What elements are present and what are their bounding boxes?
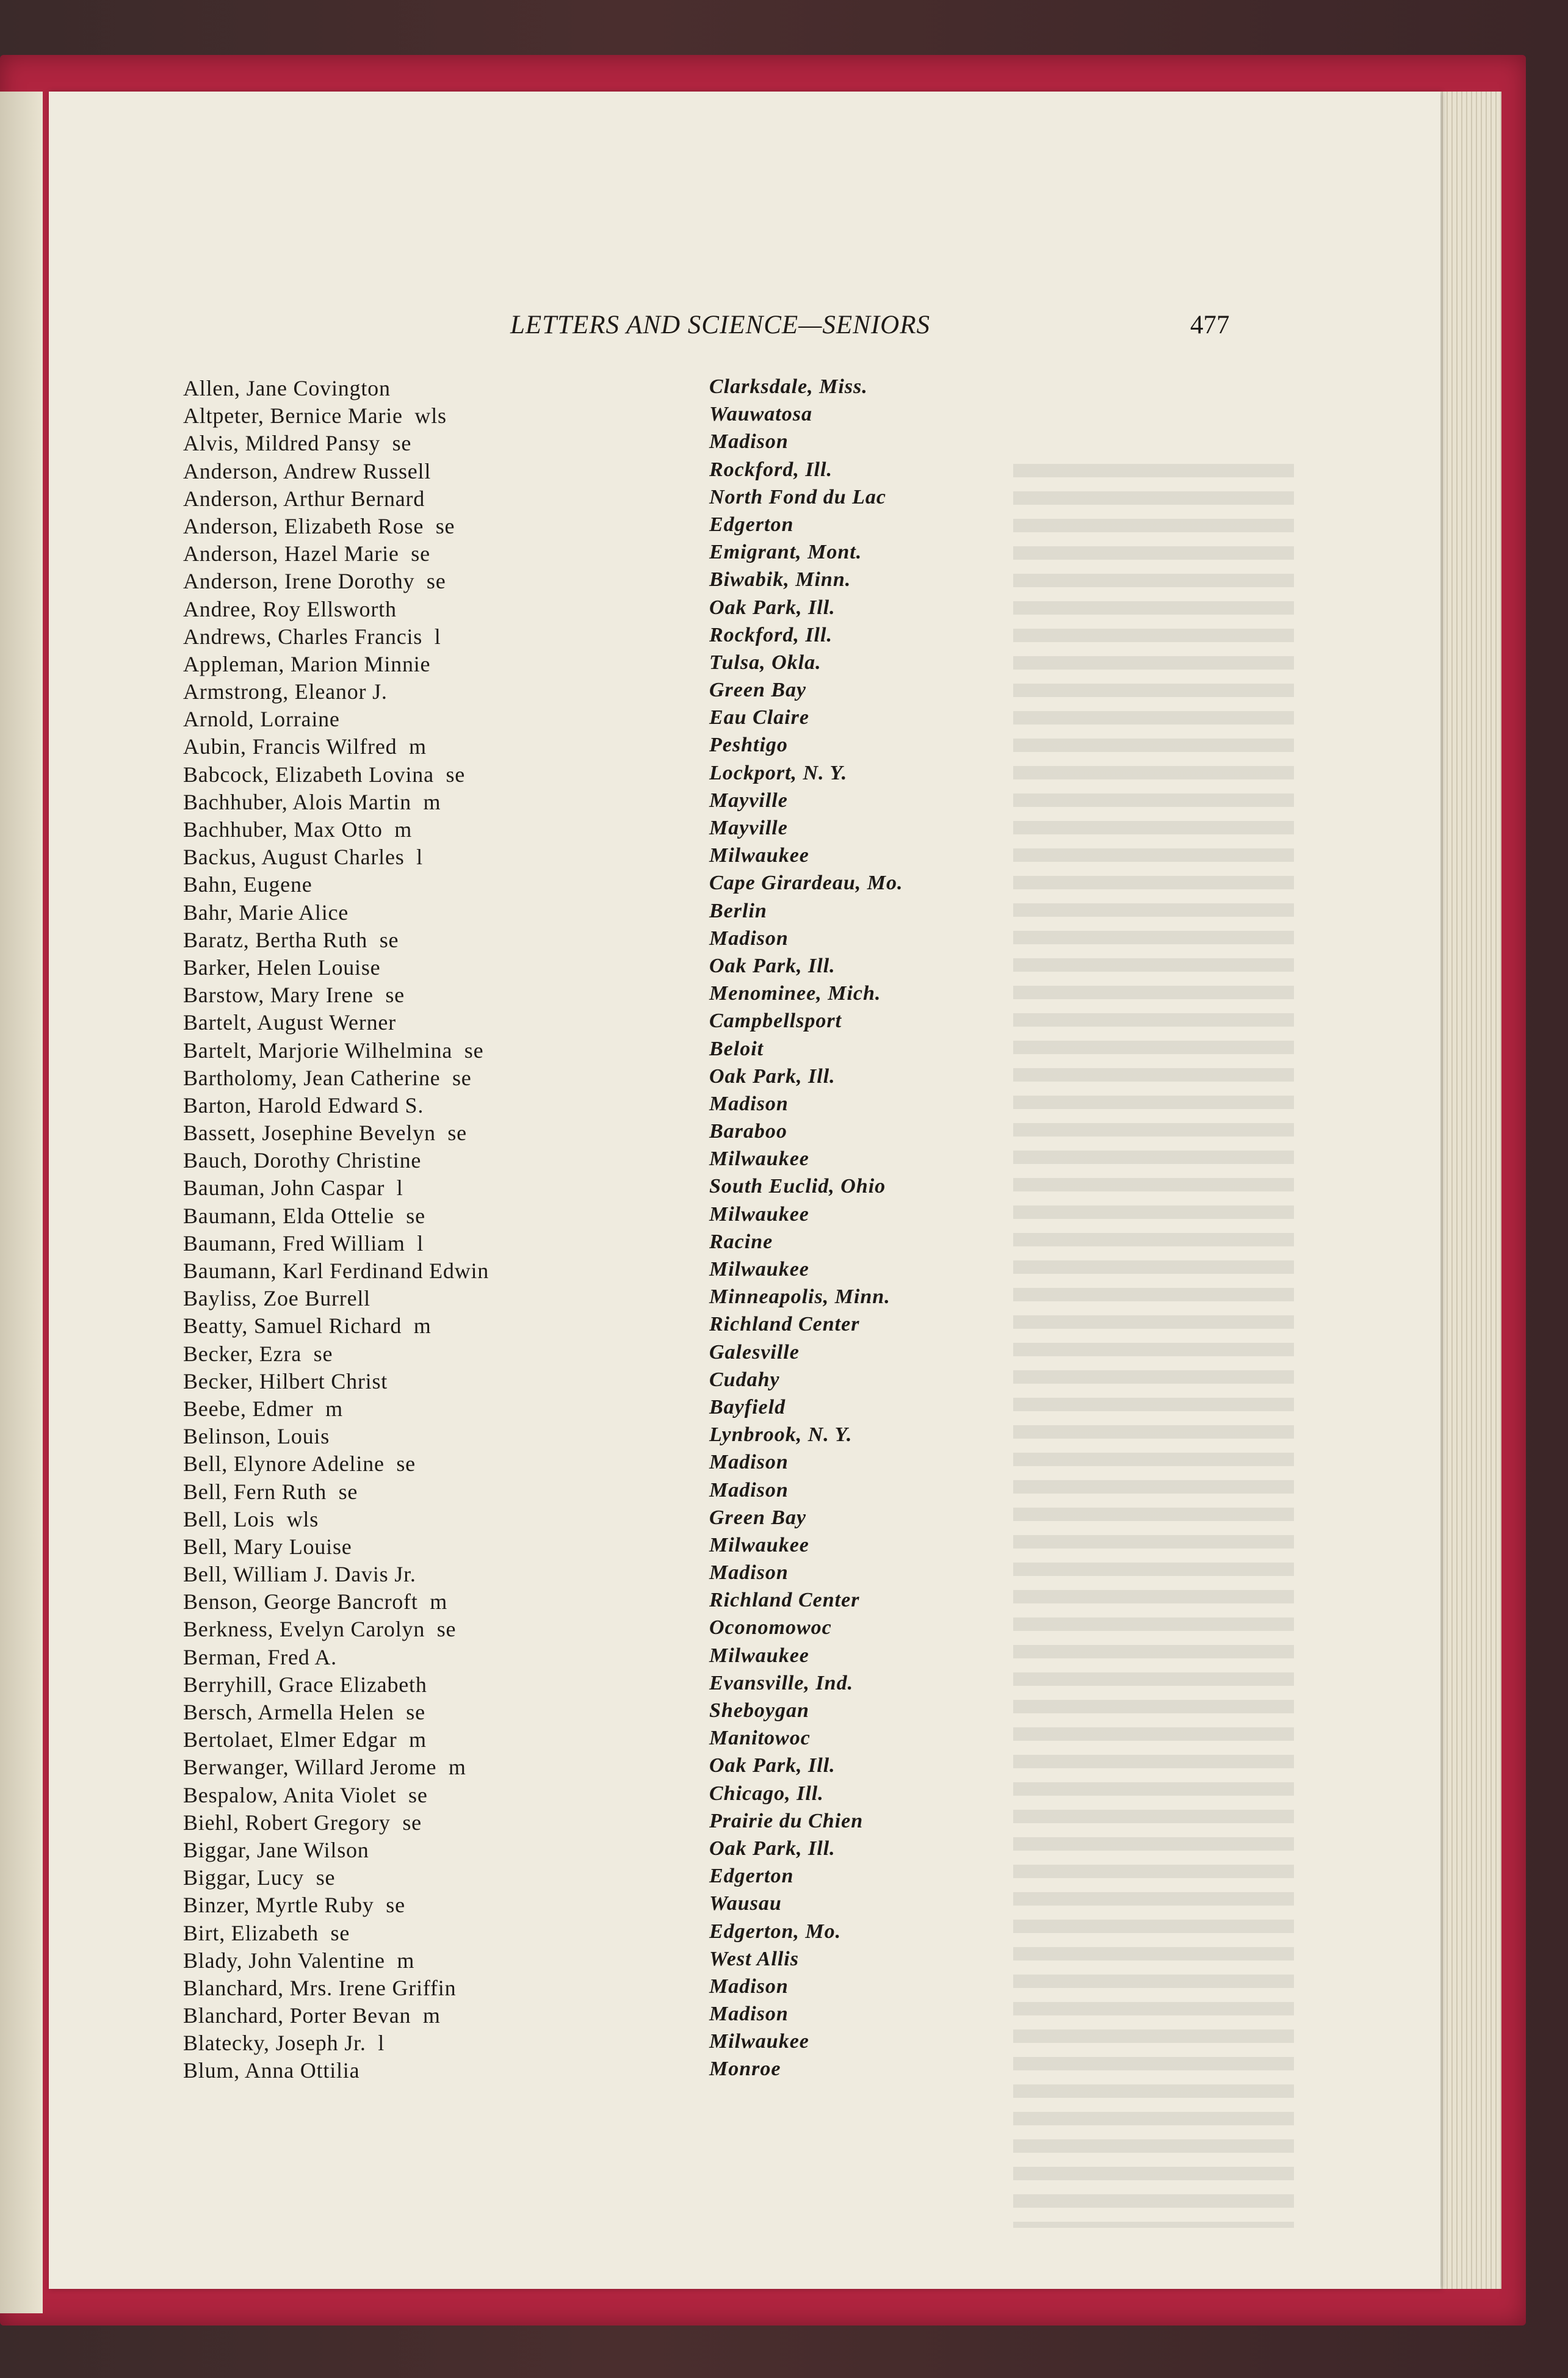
list-item	[183, 1810, 1038, 1837]
hometown: Minneapolis, Minn.	[709, 1285, 891, 1309]
hometown: Monroe	[709, 2058, 781, 2081]
hometown: Madison	[709, 1561, 789, 1585]
list-item	[183, 1285, 1038, 1313]
student-name: Anderson, Arthur Bernard	[183, 486, 425, 511]
student-name: Barstow, Mary Irene se	[183, 983, 405, 1008]
hometown: Oak Park, Ill.	[709, 1754, 836, 1777]
student-name: Barker, Helen Louise	[183, 955, 381, 980]
hometown: Milwaukee	[709, 1147, 809, 1171]
student-name: Blanchard, Porter Bevan m	[183, 2003, 441, 2028]
student-name: Altpeter, Bernice Marie wls	[183, 403, 447, 428]
list-item	[183, 430, 1038, 458]
list-item	[183, 1065, 1038, 1093]
hometown: Richland Center	[709, 1313, 860, 1336]
hometown: Green Bay	[709, 1506, 807, 1529]
student-name: Alvis, Mildred Pansy se	[183, 431, 412, 456]
hometown: Madison	[709, 1478, 789, 1502]
hometown: Galesville	[709, 1340, 800, 1364]
hometown: South Euclid, Ohio	[709, 1175, 886, 1198]
list-item	[183, 679, 1038, 706]
list-item	[183, 1010, 1038, 1037]
list-item	[183, 1920, 1038, 1948]
hometown: Milwaukee	[709, 1258, 809, 1281]
student-name: Anderson, Andrew Russell	[183, 458, 432, 483]
student-name: Bersch, Armella Helen se	[183, 1700, 425, 1724]
student-name: Biggar, Lucy se	[183, 1865, 336, 1890]
student-name: Bell, William J. Davis Jr.	[183, 1562, 416, 1587]
student-name: Arnold, Lorraine	[183, 707, 340, 732]
list-item	[183, 734, 1038, 761]
hometown: Cudahy	[709, 1368, 780, 1391]
student-name: Bell, Elynore Adeline se	[183, 1451, 416, 1476]
list-item	[183, 1865, 1038, 1892]
student-name: Baumann, Karl Ferdinand Edwin	[183, 1259, 490, 1283]
hometown: Oak Park, Ill.	[709, 954, 836, 977]
hometown: Rockford, Ill.	[709, 458, 833, 481]
student-name: Baumann, Elda Ottelie se	[183, 1203, 425, 1228]
hometown: Oak Park, Ill.	[709, 596, 836, 619]
student-name: Anderson, Hazel Marie se	[183, 541, 430, 566]
list-item	[183, 1506, 1038, 1534]
list-item	[183, 844, 1038, 872]
hometown: Baraboo	[709, 1120, 787, 1143]
list-item	[183, 789, 1038, 817]
list-item	[183, 1644, 1038, 1672]
list-item	[183, 1699, 1038, 1727]
hometown: Edgerton, Mo.	[709, 1920, 842, 1943]
student-name: Blum, Anna Ottilia	[183, 2058, 360, 2083]
list-item	[183, 1479, 1038, 1506]
list-item	[183, 1231, 1038, 1258]
student-name: Bartelt, Marjorie Wilhelmina se	[183, 1038, 484, 1063]
list-item	[183, 2003, 1038, 2030]
list-item	[183, 1837, 1038, 1865]
list-item	[183, 927, 1038, 955]
list-item	[183, 1754, 1038, 1782]
list-item	[183, 1147, 1038, 1175]
student-name: Biehl, Robert Gregory se	[183, 1810, 422, 1835]
hometown: Evansville, Ind.	[709, 1671, 854, 1694]
hometown: Clarksdale, Miss.	[709, 375, 868, 398]
student-name: Bell, Mary Louise	[183, 1534, 352, 1559]
hometown: Menominee, Mich.	[709, 982, 881, 1005]
hometown: Madison	[709, 2003, 789, 2026]
list-item	[183, 568, 1038, 596]
student-name: Bayliss, Zoe Burrell	[183, 1286, 370, 1311]
student-name: Andrews, Charles Francis l	[183, 624, 441, 649]
hometown: Wauwatosa	[709, 403, 812, 426]
list-item	[183, 1892, 1038, 1920]
list-item	[183, 651, 1038, 679]
student-name: Bell, Fern Ruth se	[183, 1479, 358, 1504]
hometown: Rockford, Ill.	[709, 623, 833, 646]
hometown: Emigrant, Mont.	[709, 541, 862, 564]
hometown: Edgerton	[709, 513, 794, 536]
student-name: Allen, Jane Covington	[183, 376, 391, 400]
student-name: Berwanger, Willard Jerome m	[183, 1755, 466, 1780]
student-name: Bertolaet, Elmer Edgar m	[183, 1727, 427, 1752]
hometown: Lockport, N. Y.	[709, 761, 848, 784]
student-name: Blatecky, Joseph Jr. l	[183, 2031, 385, 2056]
student-name: Appleman, Marion Minnie	[183, 651, 431, 676]
list-item	[183, 1120, 1038, 1147]
list-item	[183, 624, 1038, 651]
list-item	[183, 458, 1038, 486]
student-name: Baratz, Bertha Ruth se	[183, 927, 399, 952]
list-item	[183, 706, 1038, 734]
hometown: Sheboygan	[709, 1699, 809, 1722]
student-name: Bauch, Dorothy Christine	[183, 1148, 422, 1173]
list-item	[183, 1175, 1038, 1202]
list-item	[183, 982, 1038, 1010]
student-name: Baumann, Fred William l	[183, 1231, 424, 1256]
student-name: Bahn, Eugene	[183, 872, 313, 897]
show-through-text	[1013, 464, 1294, 2228]
student-name: Backus, August Charles l	[183, 845, 423, 870]
student-name: Beatty, Samuel Richard m	[183, 1314, 432, 1339]
hometown: Madison	[709, 1092, 789, 1115]
student-name: Binzer, Myrtle Ruby se	[183, 1893, 405, 1918]
list-item	[183, 513, 1038, 541]
list-item	[183, 375, 1038, 403]
list-item	[183, 403, 1038, 430]
list-item	[183, 1368, 1038, 1396]
hometown: Campbellsport	[709, 1010, 842, 1033]
list-item	[183, 1423, 1038, 1451]
hometown: Oak Park, Ill.	[709, 1837, 836, 1860]
list-item	[183, 762, 1038, 789]
list-item	[183, 1093, 1038, 1120]
hometown: Madison	[709, 1975, 789, 1998]
hometown: Milwaukee	[709, 844, 809, 867]
hometown: Edgerton	[709, 1865, 794, 1888]
hometown: Madison	[709, 430, 789, 454]
student-name: Anderson, Elizabeth Rose se	[183, 513, 455, 538]
hometown: Bayfield	[709, 1395, 786, 1418]
hometown: Manitowoc	[709, 1727, 811, 1750]
hometown: Oconomowoc	[709, 1616, 832, 1639]
hometown: Cape Girardeau, Mo.	[709, 872, 903, 895]
running-head: LETTERS AND SCIENCE—SENIORS	[510, 311, 930, 339]
student-name: Blady, John Valentine m	[183, 1948, 415, 1973]
hometown: Milwaukee	[709, 2030, 809, 2053]
list-item	[183, 1561, 1038, 1589]
hometown: Beloit	[709, 1037, 764, 1060]
student-name: Bauman, John Caspar l	[183, 1176, 403, 1201]
student-name: Becker, Ezra se	[183, 1341, 333, 1366]
student-name: Bassett, Josephine Bevelyn se	[183, 1121, 467, 1146]
student-name: Armstrong, Eleanor J.	[183, 679, 388, 704]
student-list	[183, 375, 1038, 2086]
hometown: Madison	[709, 927, 789, 950]
student-name: Berkness, Evelyn Carolyn se	[183, 1617, 457, 1642]
student-name: Bell, Lois wls	[183, 1506, 319, 1531]
hometown: Chicago, Ill.	[709, 1782, 824, 1805]
student-name: Benson, George Bancroft m	[183, 1589, 448, 1614]
list-item	[183, 1451, 1038, 1478]
list-item	[183, 486, 1038, 513]
student-name: Beebe, Edmer m	[183, 1396, 343, 1421]
hometown: Milwaukee	[709, 1644, 809, 1667]
student-name: Anderson, Irene Dorothy se	[183, 569, 446, 594]
hometown: Green Bay	[709, 679, 807, 702]
student-name: Barton, Harold Edward S.	[183, 1093, 424, 1118]
hometown: Milwaukee	[709, 1202, 809, 1226]
list-item	[183, 1975, 1038, 2003]
hometown: Mayville	[709, 789, 788, 812]
list-item	[183, 1313, 1038, 1340]
facing-page-edge	[0, 92, 43, 2313]
hometown: Lynbrook, N. Y.	[709, 1423, 853, 1447]
student-name: Bachhuber, Max Otto m	[183, 817, 413, 842]
list-item	[183, 1672, 1038, 1699]
hometown: West Allis	[709, 1947, 799, 1970]
student-name: Bespalow, Anita Violet se	[183, 1782, 428, 1807]
student-name: Bartholomy, Jean Catherine se	[183, 1065, 472, 1090]
list-item	[183, 596, 1038, 624]
list-item	[183, 1341, 1038, 1368]
list-item	[183, 1396, 1038, 1423]
list-item	[183, 817, 1038, 844]
hometown: Eau Claire	[709, 706, 809, 729]
list-item	[183, 872, 1038, 899]
list-item	[183, 1727, 1038, 1754]
list-item	[183, 1534, 1038, 1561]
page-number: 477	[1190, 311, 1230, 339]
list-item	[183, 541, 1038, 568]
list-item	[183, 1589, 1038, 1616]
list-item	[183, 955, 1038, 982]
student-name: Blanchard, Mrs. Irene Griffin	[183, 1975, 457, 2000]
student-name: Berman, Fred A.	[183, 1644, 337, 1669]
student-name: Aubin, Francis Wilfred m	[183, 734, 427, 759]
list-item	[183, 1258, 1038, 1285]
hometown: Berlin	[709, 899, 767, 922]
hometown: Richland Center	[709, 1589, 860, 1612]
list-item	[183, 1038, 1038, 1065]
hometown: North Fond du Lac	[709, 485, 886, 508]
hometown: Racine	[709, 1230, 773, 1253]
list-item	[183, 2058, 1038, 2085]
list-item	[183, 1203, 1038, 1231]
list-item	[183, 1782, 1038, 1810]
hometown: Biwabik, Minn.	[709, 568, 851, 591]
list-item	[183, 2030, 1038, 2058]
student-name: Babcock, Elizabeth Lovina se	[183, 762, 466, 787]
hometown: Peshtigo	[709, 734, 788, 757]
hometown: Tulsa, Okla.	[709, 651, 822, 674]
hometown: Prairie du Chien	[709, 1809, 864, 1832]
list-item	[183, 1948, 1038, 1975]
student-name: Bachhuber, Alois Martin m	[183, 789, 441, 814]
student-name: Becker, Hilbert Christ	[183, 1368, 388, 1393]
student-name: Berryhill, Grace Elizabeth	[183, 1672, 427, 1697]
list-item	[183, 900, 1038, 927]
student-name: Bartelt, August Werner	[183, 1010, 396, 1035]
hometown: Oak Park, Ill.	[709, 1064, 836, 1088]
student-name: Birt, Elizabeth se	[183, 1920, 350, 1945]
student-name: Biggar, Jane Wilson	[183, 1837, 369, 1862]
hometown: Madison	[709, 1451, 789, 1474]
student-name: Andree, Roy Ellsworth	[183, 596, 397, 621]
student-name: Belinson, Louis	[183, 1424, 330, 1449]
hometown: Mayville	[709, 817, 788, 839]
student-name: Bahr, Marie Alice	[183, 900, 349, 925]
hometown: Milwaukee	[709, 1533, 809, 1556]
hometown: Wausau	[709, 1892, 782, 1915]
list-item	[183, 1616, 1038, 1644]
